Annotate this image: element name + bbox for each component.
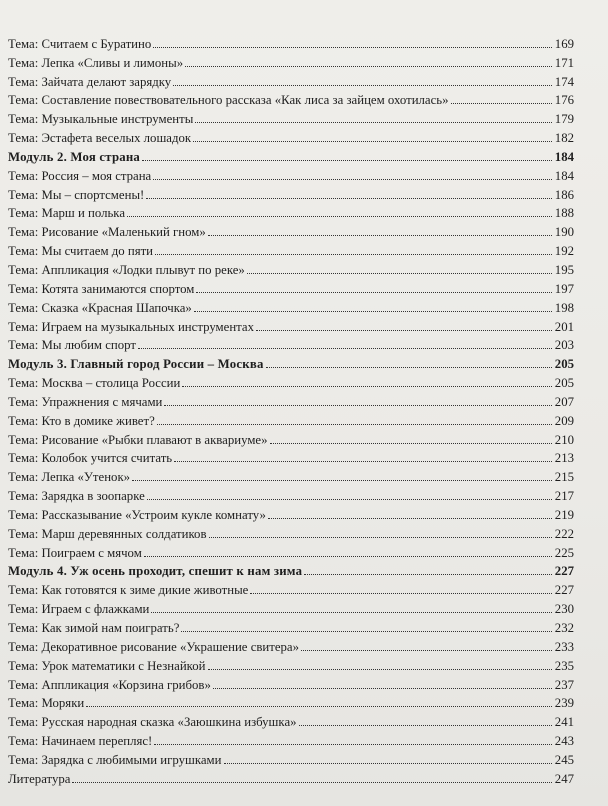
- toc-entry-title: Тема: Сказка «Красная Шапочка»: [8, 300, 192, 315]
- toc-page-number: 222: [554, 526, 574, 541]
- toc-entry-title: Тема: Составление повествовательного рассказа «Как лиса за зайцем охотилась»: [8, 93, 449, 108]
- dot-leader: [173, 85, 552, 86]
- toc-entry: [8, 239, 574, 258]
- dot-leader: [185, 66, 552, 67]
- toc-entry-title: Тема: Моряки: [8, 696, 85, 711]
- toc-entry-title: Модуль 2. Моя страна: [8, 149, 141, 164]
- toc-entry-title: Тема: Аппликация «Корзина грибов»: [8, 677, 211, 692]
- toc-entry-title: Тема: Мы любим спорт: [8, 338, 136, 353]
- dot-leader: [268, 518, 552, 519]
- toc-page-number: 237: [554, 677, 574, 692]
- toc-entry-title: Тема: Зарядка с любимыми игрушками: [8, 752, 222, 767]
- dot-leader: [209, 537, 553, 538]
- toc-page-number: 219: [554, 507, 574, 522]
- toc-entry-title: Тема: Играем с флажками: [8, 602, 150, 617]
- toc-entry: [8, 465, 574, 484]
- dot-leader: [154, 744, 552, 745]
- toc-entry: [8, 277, 574, 296]
- toc-page-number: 235: [554, 658, 574, 673]
- toc-entry: [8, 296, 574, 315]
- toc-entry: [8, 390, 574, 409]
- toc-module-heading: [8, 145, 574, 164]
- toc-page-number: 241: [554, 715, 574, 730]
- toc-page-number: 201: [554, 319, 574, 334]
- table-of-contents: [8, 32, 574, 786]
- dot-leader: [144, 556, 552, 557]
- dot-leader: [151, 612, 552, 613]
- dot-leader: [153, 47, 552, 48]
- toc-entry: [8, 578, 574, 597]
- toc-entry: [8, 220, 574, 239]
- toc-page-number: 188: [554, 206, 574, 221]
- toc-page-number: 176: [554, 93, 574, 108]
- dot-leader: [250, 593, 552, 594]
- toc-entry: [8, 447, 574, 466]
- toc-entry-title: Тема: Как зимой нам поиграть?: [8, 621, 180, 635]
- toc-entry-title: Тема: Кто в домике живет?: [8, 413, 155, 428]
- toc-entry: [8, 70, 574, 89]
- toc-entry: [8, 748, 574, 767]
- toc-entry-title: Тема: Марш и полька: [8, 206, 126, 221]
- toc-page-number: 225: [554, 545, 574, 560]
- toc-entry-title: Тема: Играем на музыкальных инструментах: [8, 319, 254, 334]
- toc-page-number: 243: [554, 734, 574, 749]
- dot-leader: [86, 706, 552, 707]
- dot-leader: [208, 235, 552, 236]
- toc-entry-title: Модуль 3. Главный город России – Москва: [8, 357, 264, 372]
- toc-module-heading: [8, 352, 574, 371]
- dot-leader: [266, 367, 552, 368]
- toc-page-number: 171: [554, 55, 574, 70]
- toc-entry: [8, 692, 574, 711]
- dot-leader: [153, 179, 552, 180]
- toc-page-number: 169: [554, 36, 574, 51]
- dot-leader: [247, 273, 552, 274]
- toc-entry-title: Тема: Мы считаем до пяти: [8, 244, 154, 259]
- toc-page-number: 232: [554, 621, 574, 635]
- toc-page-number: 190: [554, 225, 574, 240]
- toc-entry: [8, 202, 574, 221]
- toc-entry-title: Тема: Рисование «Маленький гном»: [8, 225, 206, 240]
- toc-entry-title: Тема: Россия – моя страна: [8, 168, 152, 183]
- toc-entry: [8, 315, 574, 334]
- toc-page-number: 215: [554, 470, 574, 485]
- dot-leader: [194, 311, 552, 312]
- toc-page-number: 213: [554, 451, 574, 466]
- toc-entry: [8, 428, 574, 447]
- dot-leader: [270, 443, 552, 444]
- toc-entry-title: Тема: Декоративное рисование «Украшение свитера»: [8, 639, 300, 654]
- dot-leader: [224, 763, 553, 764]
- toc-entry-title: Тема: Лепка «Утенок»: [8, 470, 131, 485]
- toc-page-number: 207: [554, 394, 574, 409]
- toc-entry-title: Тема: Колобок учится считать: [8, 451, 173, 466]
- dot-leader: [132, 480, 552, 481]
- toc-entry-title: Тема: Музыкальные инструменты: [8, 112, 194, 127]
- dot-leader: [164, 405, 552, 406]
- toc-entry: [8, 767, 574, 786]
- toc-entry-title: Тема: Лепка «Сливы и лимоны»: [8, 55, 184, 70]
- toc-page-number: 203: [554, 338, 574, 353]
- dot-leader: [301, 650, 552, 651]
- toc-entry-title: Литература: [8, 771, 71, 786]
- dot-leader: [146, 198, 552, 199]
- dot-leader: [195, 122, 552, 123]
- toc-page-number: 209: [554, 413, 574, 428]
- toc-page-number: 227: [554, 583, 574, 598]
- toc-entry: [8, 616, 574, 635]
- toc-page-number: 205: [554, 357, 574, 372]
- toc-entry: [8, 522, 574, 541]
- toc-page-number: 184: [554, 168, 574, 183]
- toc-page-number: 217: [554, 489, 574, 504]
- toc-entry: [8, 371, 574, 390]
- toc-entry: [8, 673, 574, 692]
- toc-entry: [8, 597, 574, 616]
- toc-entry-title: Тема: Москва – столица России: [8, 376, 181, 391]
- dot-leader: [193, 141, 552, 142]
- dot-leader: [181, 631, 552, 632]
- toc-entry: [8, 183, 574, 202]
- toc-entry-title: Тема: Зайчата делают зарядку: [8, 74, 172, 89]
- dot-leader: [174, 461, 552, 462]
- toc-entry: [8, 32, 574, 51]
- toc-entry: [8, 334, 574, 353]
- toc-entry: [8, 503, 574, 522]
- dot-leader: [155, 254, 552, 255]
- toc-entry-title: Тема: Считаем с Буратино: [8, 36, 152, 51]
- dot-leader: [127, 216, 552, 217]
- dot-leader: [196, 292, 552, 293]
- toc-entry: [8, 541, 574, 560]
- toc-entry-title: Тема: Начинаем перепляс!: [8, 734, 153, 749]
- dot-leader: [147, 499, 552, 500]
- toc-page-number: 233: [554, 639, 574, 654]
- toc-entry: [8, 654, 574, 673]
- toc-entry: [8, 126, 574, 145]
- toc-entry: [8, 484, 574, 503]
- dot-leader: [157, 424, 552, 425]
- toc-entry: [8, 107, 574, 126]
- toc-page-number: 227: [554, 564, 574, 579]
- toc-page-number: 192: [554, 244, 574, 259]
- toc-entry-title: Тема: Марш деревянных солдатиков: [8, 526, 207, 541]
- toc-page-number: 230: [554, 602, 574, 617]
- toc-entry: [8, 164, 574, 183]
- toc-entry-title: Тема: Котята занимаются спортом: [8, 281, 195, 296]
- toc-entry: [8, 635, 574, 654]
- toc-entry-title: Тема: Аппликация «Лодки плывут по реке»: [8, 262, 245, 277]
- dot-leader: [138, 348, 552, 349]
- toc-entry: [8, 89, 574, 108]
- toc-page-number: 186: [554, 187, 574, 202]
- dot-leader: [213, 688, 552, 689]
- toc-page-number: 239: [554, 696, 574, 711]
- toc-page-number: 174: [554, 74, 574, 89]
- toc-entry: [8, 258, 574, 277]
- dot-leader: [208, 669, 552, 670]
- toc-entry-title: Модуль 4. Уж осень проходит, спешит к нам зима: [8, 564, 303, 579]
- toc-entry-title: Тема: Как готовятся к зиме дикие животные: [8, 583, 249, 598]
- toc-page-number: 195: [554, 262, 574, 277]
- toc-page-number: 245: [554, 752, 574, 767]
- toc-entry-title: Тема: Поиграем с мячом: [8, 545, 142, 560]
- toc-entry-title: Тема: Рисование «Рыбки плавают в аквариуме»: [8, 432, 268, 447]
- toc-page-number: 198: [554, 300, 574, 315]
- dot-leader: [142, 160, 552, 161]
- toc-entry-title: Тема: Мы – спортсмены!: [8, 187, 145, 202]
- dot-leader: [256, 330, 552, 331]
- toc-entry: [8, 51, 574, 70]
- toc-page-number: 182: [554, 131, 574, 146]
- toc-module-heading: [8, 560, 574, 579]
- toc-entry-title: Тема: Русская народная сказка «Заюшкина избушка»: [8, 715, 297, 730]
- toc-entry: [8, 729, 574, 748]
- toc-entry-title: Тема: Урок математики с Незнайкой: [8, 658, 206, 673]
- toc-page-number: 184: [554, 149, 574, 164]
- dot-leader: [304, 574, 552, 575]
- dot-leader: [451, 103, 552, 104]
- dot-leader: [182, 386, 552, 387]
- toc-entry-title: Тема: Зарядка в зоопарке: [8, 489, 145, 504]
- toc-entry: [8, 710, 574, 729]
- dot-leader: [72, 782, 552, 783]
- toc-entry-title: Тема: Эстафета веселых лошадок: [8, 131, 192, 146]
- toc-entry: [8, 409, 574, 428]
- toc-entry-title: Тема: Упражнения с мячами: [8, 394, 163, 409]
- toc-page-number: 210: [554, 432, 574, 447]
- toc-page-number: 205: [554, 376, 574, 391]
- toc-page-number: 179: [554, 112, 574, 127]
- toc-page-number: 247: [554, 771, 574, 786]
- dot-leader: [299, 725, 552, 726]
- toc-entry-title: Тема: Рассказывание «Устроим кукле комнату»: [8, 507, 266, 522]
- toc-page-number: 197: [554, 281, 574, 296]
